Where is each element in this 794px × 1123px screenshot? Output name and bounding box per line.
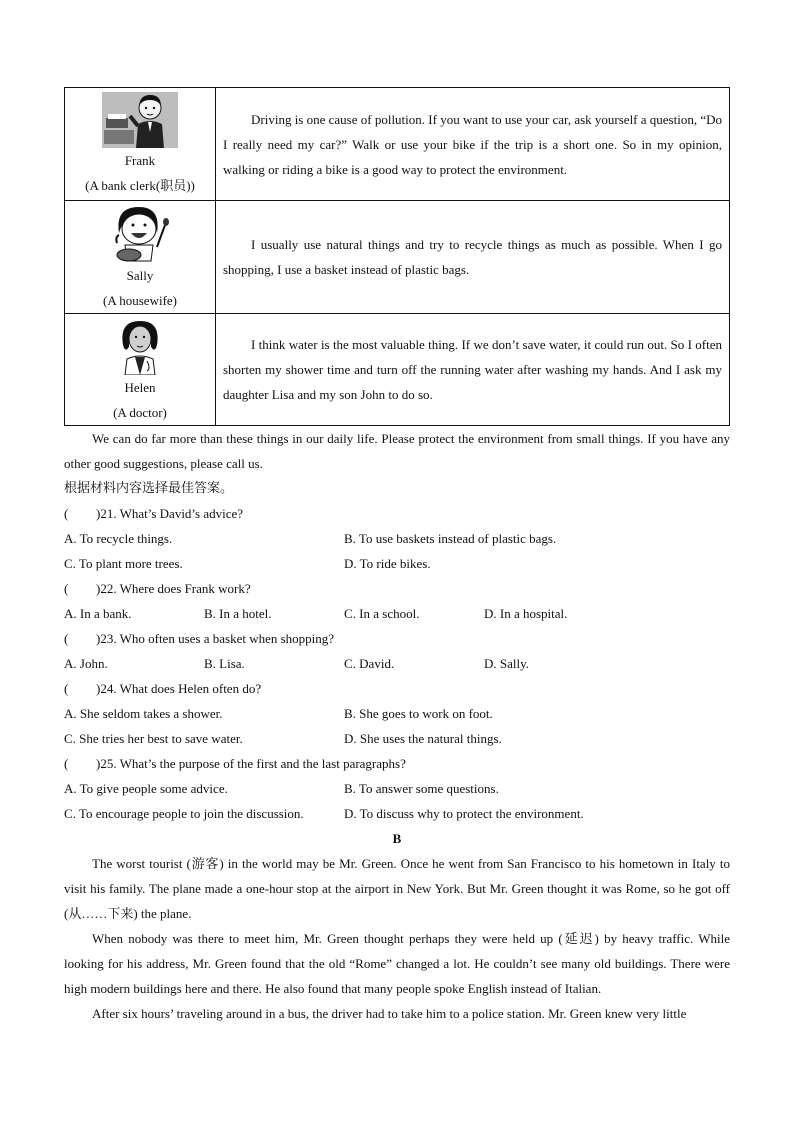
option-b: B. Lisa. [204, 656, 245, 671]
option-a: A. She seldom takes a shower. [64, 706, 223, 721]
question-22 [64, 576, 730, 626]
profile-quote-cell [216, 88, 730, 201]
profile-person-cell [65, 88, 216, 201]
answer-blank[interactable]: ( [64, 681, 69, 696]
profile-row-sally [65, 201, 730, 314]
option-d: D. She uses the natural things. [344, 731, 502, 746]
option-b: B. She goes to work on foot. [344, 706, 493, 721]
option-b: B. In a hotel. [204, 606, 272, 621]
profile-row-helen [65, 314, 730, 426]
answer-blank[interactable]: ( [64, 756, 69, 771]
option-c: C. To plant more trees. [64, 556, 183, 571]
profile-quote: Driving is one cause of pollution. If you want to use your car, ask yourself a question, “Do I really need my car?” Walk or use your bike if the trip is a short one. So in my opinion, walking or riding a bike is a good way to protect the environment. [223, 111, 722, 177]
answer-blank[interactable]: ( [64, 631, 69, 646]
question-text: )21. What’s David’s advice? [96, 506, 244, 521]
profile-quote: I think water is the most valuable thing. If we don’t save water, it could run out. So I often shorten my shower time and turn off the running water after washing my hands. And I ask my daughter Lisa and my son John to do so. [223, 337, 722, 402]
profile-quote-cell [216, 314, 730, 426]
section-b-title: B [392, 831, 402, 846]
profile-role: (A housewife) [102, 293, 177, 308]
profile-person-cell [65, 314, 216, 426]
section-b-paragraph-2: When nobody was there to meet him, Mr. Green thought perhaps they were held up (延迟) by heavy traffic. While looking for his address, Mr. Green found that the old “Rome” changed a lot. He couldn’t see many old buildings. There were high modern buildings here and there. He also found that many people spoke English instead of Italian. [64, 931, 730, 996]
profile-name: Frank [124, 153, 156, 168]
profile-role: (A doctor) [113, 404, 167, 420]
profile-role: (A bank clerk(职员)) [85, 178, 195, 193]
question-text: )23. Who often uses a basket when shopping? [96, 631, 335, 646]
document-page [64, 87, 730, 1026]
question-24 [64, 676, 730, 751]
frank-portrait-image [102, 92, 178, 148]
profile-quote-cell [216, 201, 730, 314]
question-text: )22. Where does Frank work? [96, 581, 251, 596]
question-text: )24. What does Helen often do? [96, 681, 262, 696]
option-c: C. In a school. [344, 606, 420, 621]
option-b: B. To use baskets instead of plastic bags. [344, 531, 557, 546]
helen-portrait-image [117, 317, 163, 375]
profiles-table [64, 87, 730, 426]
closing-paragraph: We can do far more than these things in our daily life. Please protect the environment from small things. If you have any other good suggestions, please call us. [64, 431, 730, 471]
question-instruction: 根据材料内容选择最佳答案。 [64, 481, 234, 496]
option-b: B. To answer some questions. [344, 781, 499, 796]
option-d: D. To discuss why to protect the environment. [344, 806, 584, 821]
option-a: A. To give people some advice. [64, 781, 228, 796]
option-a: A. John. [64, 656, 108, 671]
profile-name: Helen [124, 379, 156, 395]
option-a: A. To recycle things. [64, 531, 173, 546]
question-21 [64, 501, 730, 576]
option-c: C. To encourage people to join the discussion. [64, 806, 304, 821]
question-25 [64, 751, 730, 826]
option-c: C. David. [344, 656, 395, 671]
option-a: A. In a bank. [64, 606, 132, 621]
section-b-paragraph-1: The worst tourist (游客) in the world may be Mr. Green. Once he went from San Francisco to his hometown in Italy to visit his family. The plane made a one-hour stop at the airport in New York. But Mr. Green thought it was Rome, so he got off (从……下来) the plane. [64, 856, 730, 921]
option-c: C. She tries her best to save water. [64, 731, 243, 746]
section-b-paragraph-3: After six hours’ traveling around in a bus, the driver had to take him to a police station. Mr. Green knew very little [92, 1006, 687, 1021]
answer-blank[interactable]: ( [64, 506, 69, 521]
question-text: )25. What’s the purpose of the first and the last paragraphs? [96, 756, 406, 771]
option-d: D. In a hospital. [484, 606, 568, 621]
option-d: D. Sally. [484, 656, 530, 671]
answer-blank[interactable]: ( [64, 581, 69, 596]
profile-row-frank [65, 88, 730, 201]
sally-portrait-image [105, 203, 175, 263]
profile-person-cell [65, 201, 216, 314]
profile-name: Sally [126, 268, 154, 283]
profile-quote: I usually use natural things and try to recycle things as much as possible. When I go shopping, I use a basket instead of plastic bags. [223, 237, 722, 277]
question-23 [64, 626, 730, 676]
option-d: D. To ride bikes. [344, 556, 431, 571]
